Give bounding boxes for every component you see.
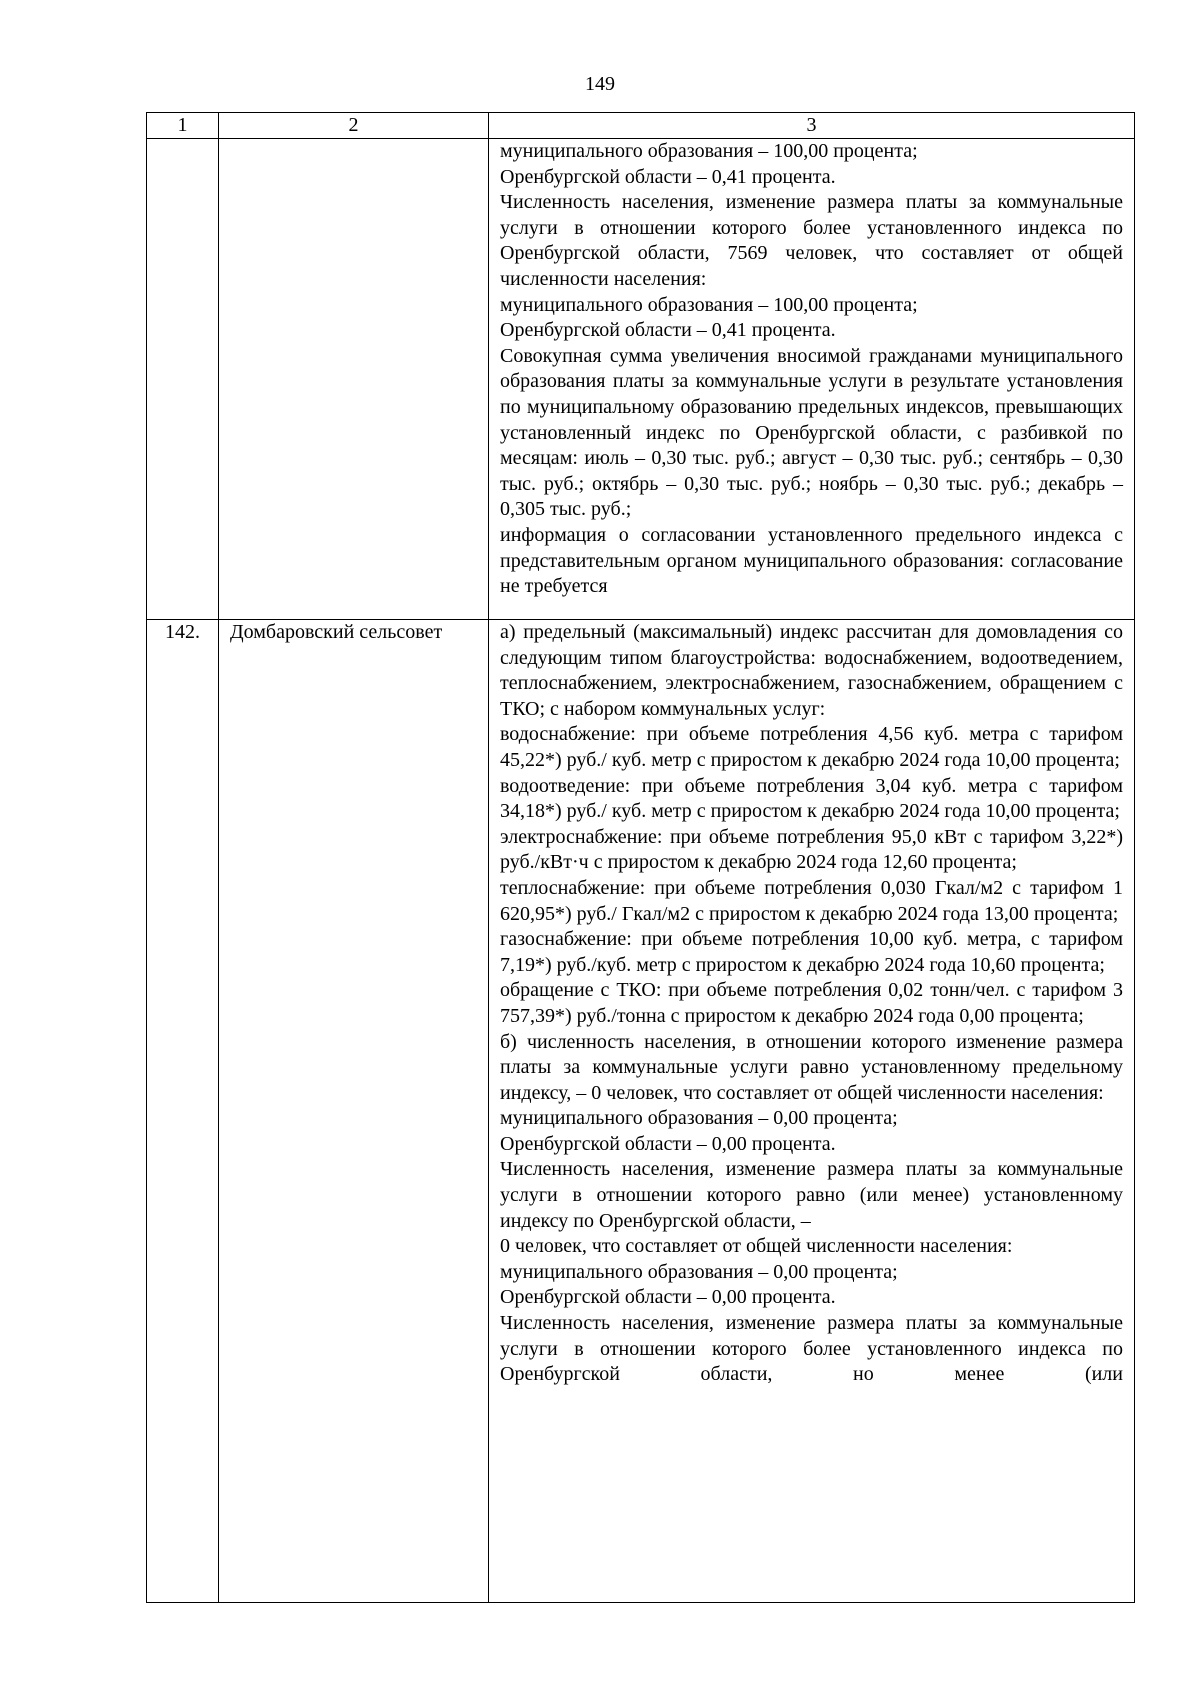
paragraph: Численность населения, изменение размера платы за коммунальные услуги в отношении которого более установленного индекса по Оренбургской области, 7569 человек, что составляет от общей численности населения:: [500, 191, 1123, 290]
paragraph: муниципального образования – 100,00 процента;: [500, 140, 918, 162]
paragraph: муниципального образования – 0,00 процента;: [500, 1107, 898, 1130]
paragraph: муниципального образования – 100,00 процента;: [500, 293, 918, 316]
paragraph: водоотведение: при объеме потребления 3,04 куб. метра с тарифом 34,18*) руб./ куб. метр с приростом к декабрю 2024 года 10,00 процента;: [500, 774, 1123, 823]
paragraph: Совокупная сумма увеличения вносимой гражданами муниципального образования платы за коммунальные услуги в результате установления по муниципальному образованию предельных индексов, превышающих установленный индекс по Оренбургской области, с разбивкой по месяцам: июль – 0,30 тыс. руб.; август – 0,30 тыс. руб.; сентябрь – 0,30 тыс. руб.; октябрь – 0,30 тыс. руб.; ноябрь – 0,30 тыс. руб.; декабрь – 0,305 тыс. руб.;: [500, 344, 1123, 521]
column-header-3: 3: [489, 113, 1135, 139]
paragraph: водоснабжение: при объеме потребления 4,56 куб. метра с тарифом 45,22*) руб./ куб. метр с приростом к декабрю 2024 года 10,00 процента;: [500, 723, 1123, 771]
paragraph: информация о согласовании установленного предельного индекса с представительным органом муниципального образования: согласование не требуется: [500, 523, 1123, 598]
paragraph: электроснабжение: при объеме потребления 95,0 кВт с тарифом 3,22*) руб./кВт·ч с приростом к декабрю 2024 года 12,60 процента;: [500, 825, 1123, 874]
paragraph: а) предельный (максимальный) индекс рассчитан для домовладения со следующим типом благоустройства: водоснабжением, водоотведением, теплоснабжением, электроснабжением, газоснабжением, обращением с ТКО; с набором коммунальных услуг:: [500, 621, 1123, 720]
paragraph: б) численность населения, в отношении которого изменение размера платы за коммунальные услуги равно установленному предельному индексу, – 0 человек, что составляет от общей численности населения:: [500, 1030, 1123, 1104]
page-number: 149: [585, 73, 615, 95]
column-header-2: 2: [219, 113, 489, 139]
municipality-name: [219, 139, 489, 620]
paragraph: Оренбургской области – 0,41 процента.: [500, 165, 836, 188]
column-header-1: 1: [147, 113, 219, 139]
data-table: [146, 112, 1135, 1603]
paragraph: Численность населения, изменение размера платы за коммунальные услуги в отношении которого равно (или менее) установленному индексу по Оренбургской области, –: [500, 1158, 1123, 1232]
row-number: [147, 139, 219, 620]
paragraph: Численность населения, изменение размера платы за коммунальные услуги в отношении которого более установленного индекса по Оренбургской области, но менее (или: [500, 1312, 1123, 1386]
paragraph: Оренбургской области – 0,00 процента.: [500, 1132, 836, 1155]
table-header-row: [147, 113, 1135, 139]
row-number: 142.: [147, 620, 219, 1603]
paragraph: теплоснабжение: при объеме потребления 0,030 Гкал/м2 с тарифом 1 620,95*) руб./ Гкал/м2 с приростом к декабрю 2024 года 13,00 процента;: [500, 876, 1123, 925]
paragraph: газоснабжение: при объеме потребления 10,00 куб. метра, с тарифом 7,19*) руб./куб. метр с приростом к декабрю 2024 года 10,60 процента;: [500, 928, 1123, 976]
paragraph: муниципального образования – 0,00 процента;: [500, 1260, 898, 1283]
paragraph: обращение с ТКО: при объеме потребления 0,02 тонн/чел. с тарифом 3 757,39*) руб./тонна с приростом к декабрю 2024 года 0,00 процента;: [500, 979, 1123, 1027]
paragraph: Оренбургской области – 0,41 процента.: [500, 319, 836, 342]
table-row: [147, 139, 1135, 620]
row-description: [489, 139, 1135, 620]
paragraph: Оренбургской области – 0,00 процента.: [500, 1286, 836, 1309]
paragraph: 0 человек, что составляет от общей численности населения:: [500, 1235, 1013, 1258]
row-description: [489, 620, 1135, 1603]
municipality-name: Домбаровский сельсовет: [219, 620, 489, 1603]
table-row: [147, 620, 1135, 1603]
